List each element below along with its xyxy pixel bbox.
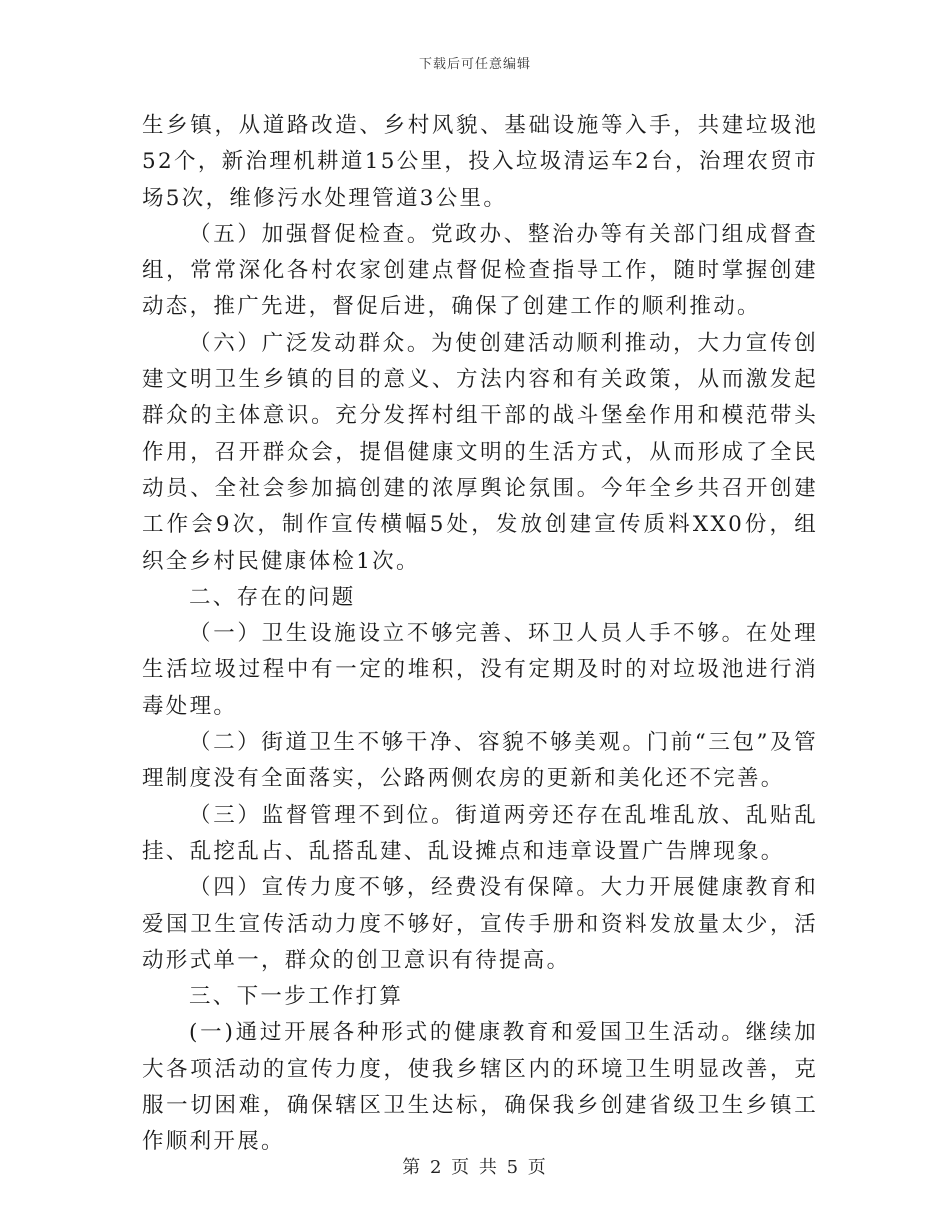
paragraph-section-6: （六）广泛发动群众。为使创建活动顺利推动，大力宣传创建文明卫生乡镇的目的意义、方法内容和有关政策，从而激发起群众的主体意识。充分发挥村组干部的战斗堡垒作用和模范带头作用，召开群众会，提倡健康文明的生活方式，从而形成了全民动员、全社会参加搞创建的浓厚舆论氛围。今年全乡共召开创建工作会9次，制作宣传横幅5处，发放创建宣传质料XX0份，组织全乡村民健康体检1次。 — [142, 330, 818, 574]
heading-problems: 二、存在的问题 — [189, 584, 356, 610]
paragraph-problem-2: （二）街道卫生不够干净、容貌不够美观。门前“三包”及管理制度没有全面落实，公路两侧农房的更新和美化还不完善。 — [142, 730, 818, 792]
paragraph-continuation: 生乡镇，从道路改造、乡村风貌、基础设施等入手，共建垃圾池52个，新治理机耕道15公里，投入垃圾清运车2台，治理农贸市场5次，维修污水处理管道3公里。 — [142, 113, 818, 211]
paragraph-problem-1: （一）卫生设施设立不够完善、环卫人员人手不够。在处理生活垃圾过程中有一定的堆积，没有定期及时的对垃圾池进行消毒处理。 — [142, 621, 818, 719]
page-header: 下载后可任意编辑 — [418, 57, 531, 72]
paragraph-problem-4: （四）宣传力度不够，经费没有保障。大力开展健康教育和爱国卫生宣传活动力度不够好，宣传手册和资料发放量太少，活动形式单一，群众的创卫意识有待提高。 — [142, 875, 818, 973]
paragraph-plan-1: (一)通过开展各种形式的健康教育和爱国卫生活动。继续加大各项活动的宣传力度，使我乡辖区内的环境卫生明显改善，克服一切困难，确保辖区卫生达标，确保我乡创建省级卫生乡镇工作顺利开展。 — [142, 1020, 818, 1155]
page-number: 第 2 页 共 5 页 — [402, 1157, 548, 1178]
document-body — [142, 108, 818, 1161]
paragraph-problem-3: （三）监督管理不到位。街道两旁还存在乱堆乱放、乱贴乱挂、乱挖乱占、乱搭乱建、乱设摊点和违章设置广告牌现象。 — [142, 802, 818, 864]
heading-next-steps: 三、下一步工作打算 — [189, 984, 404, 1010]
paragraph-section-5: （五）加强督促检查。党政办、整治办等有关部门组成督查组，常常深化各村农家创建点督促检查指导工作，随时掌握创建动态，推广先进，督促后进，确保了创建工作的顺利推动。 — [142, 221, 818, 320]
